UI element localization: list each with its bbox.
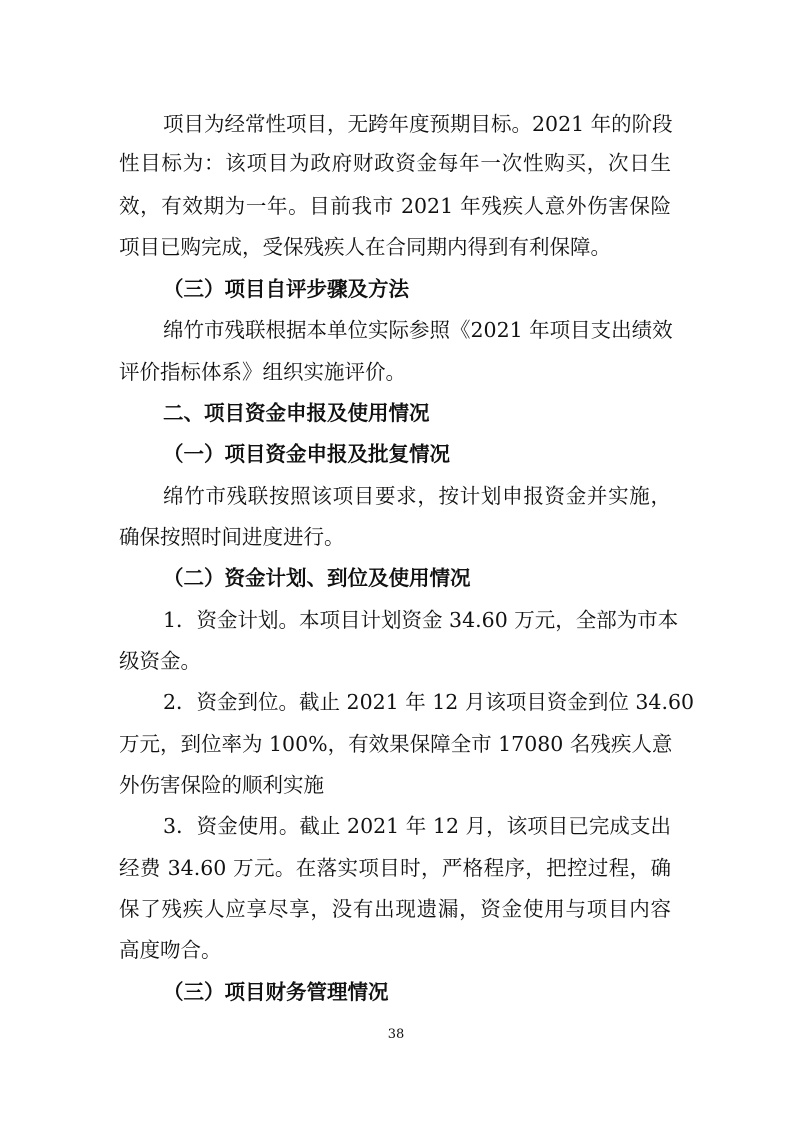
paragraph-line: 级资金。 [119,649,201,673]
paragraph-line: 高度吻合。 [119,938,222,962]
section-heading: （三）项目自评步骤及方法 [163,277,409,301]
paragraph-line: 2．资金到位。截止 2021 年 12 月该项目资金到位 34.60 [163,690,695,714]
paragraph-line: 3．资金使用。截止 2021 年 12 月，该项目已完成支出 [163,814,671,838]
paragraph-line: 保了残疾人应享尽享，没有出现遗漏，资金使用与项目内容 [119,897,671,921]
paragraph-line: 1．资金计划。本项目计划资金 34.60 万元，全部为市本 [163,608,679,632]
paragraph-line: 效，有效期为一年。目前我市 2021 年残疾人意外伤害保险 [119,194,671,218]
paragraph-line: 经费 34.60 万元。在落实项目时，严格程序，把控过程，确 [119,856,671,880]
paragraph-line: 绵竹市残联根据本单位实际参照《2021 年项目支出绩效 [163,318,673,342]
paragraph-line: 外伤害保险的顺利实施 [119,773,324,797]
paragraph-line: 项目已购完成，受保残疾人在合同期内得到有利保障。 [119,235,611,259]
section-heading: 二、项目资金申报及使用情况 [163,401,430,425]
section-heading: （三）项目财务管理情况 [163,980,389,1004]
page-number: 38 [387,1027,405,1042]
paragraph-line: 性目标为：该项目为政府财政资金每年一次性购买，次日生 [119,151,671,175]
section-heading: （二）资金计划、到位及使用情况 [163,566,471,590]
paragraph-line: 万元，到位率为 100%，有效果保障全市 17080 名残疾人意 [119,732,673,756]
paragraph-line: 确保按照时间进度进行。 [119,525,345,549]
section-heading: （一）项目资金申报及批复情况 [163,442,450,466]
paragraph-line: 绵竹市残联按照该项目要求，按计划申报资金并实施， [163,484,671,508]
paragraph-line: 评价指标体系》组织实施评价。 [119,360,406,384]
paragraph-line: 项目为经常性项目，无跨年度预期目标。2021 年的阶段 [163,112,673,136]
